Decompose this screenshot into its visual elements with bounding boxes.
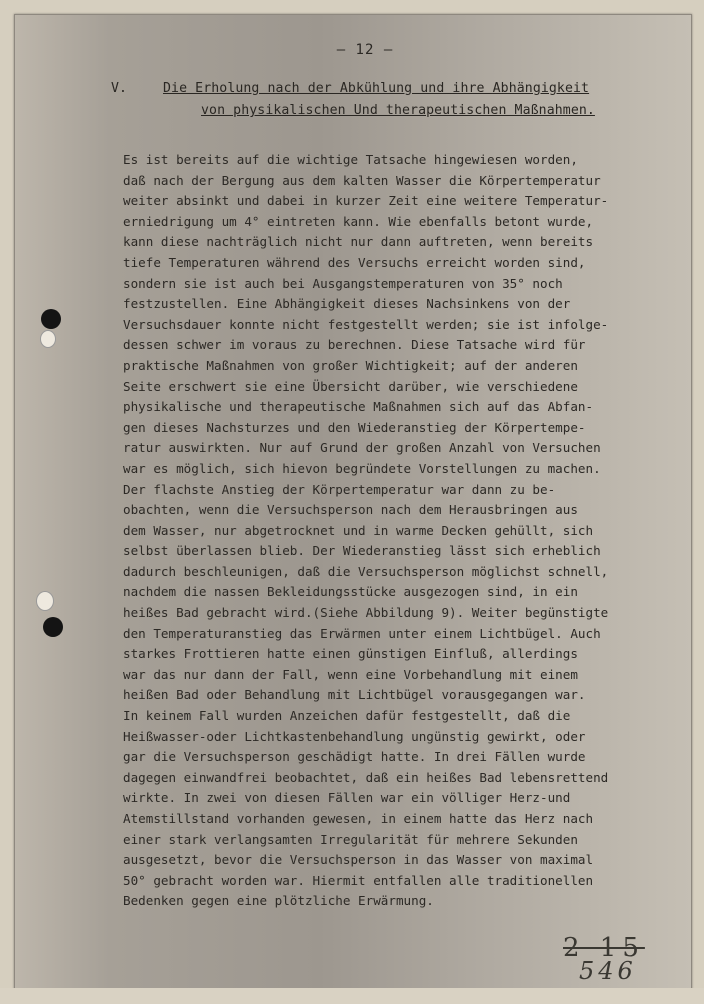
heading-line-2: von physikalischen Und therapeutischen Maßnahmen.: [201, 103, 595, 118]
text-line: gar die Versuchsperson geschädigt hatte. In drei Fällen wurde: [123, 749, 586, 765]
text-line: daß nach der Bergung aus dem kalten Wasser die Körpertemperatur: [123, 172, 601, 188]
text-line: dessen schwer im voraus zu berechnen. Diese Tatsache wird für: [123, 337, 586, 353]
text-line: festzustellen. Eine Abhängigkeit dieses Nachsinkens von der: [123, 296, 571, 312]
text-line: heißes Bad gebracht wird.(Siehe Abbildung 9). Weiter begünstigte: [123, 605, 609, 621]
text-line: Bedenken gegen eine plötzliche Erwärmung.: [123, 893, 434, 909]
text-line: praktische Maßnahmen von großer Wichtigkeit; auf der anderen: [123, 357, 578, 373]
text-line: starkes Frottieren hatte einen günstigen Einfluß, allerdings: [123, 646, 578, 662]
text-line: war es möglich, sich hievon begründete Vorstellungen zu machen.: [123, 460, 601, 476]
text-line: heißen Bad oder Behandlung mit Lichtbügel vorausgegangen war.: [123, 687, 586, 703]
section-number: V.: [111, 81, 128, 96]
text-line: ausgesetzt, bevor die Versuchsperson in das Wasser von maximal: [123, 852, 594, 868]
text-line: weiter absinkt und dabei in kurzer Zeit eine weitere Temperatur-: [123, 193, 609, 209]
scan-bottom-edge: [0, 988, 704, 1004]
text-line: Der flachste Anstieg der Körpertemperatur war dann zu be-: [123, 481, 556, 497]
text-line: dem Wasser, nur abgetrocknet und in warme Decken gehüllt, sich: [123, 522, 594, 538]
text-line: Versuchsdauer konnte nicht festgestellt werden; sie ist infolge-: [123, 316, 609, 332]
text-line: kann diese nachträglich nicht nur dann auftreten, wenn bereits: [123, 234, 594, 250]
text-line: nachdem die nassen Bekleidungsstücke ausgezogen sind, in ein: [123, 584, 578, 600]
heading-line-1: Die Erholung nach der Abkühlung und ihre Abhängigkeit: [163, 81, 590, 96]
text-line: Es ist bereits auf die wichtige Tatsache hingewiesen worden,: [123, 152, 578, 167]
text-line: wirkte. In zwei von diesen Fällen war ein völliger Herz-und: [123, 790, 571, 806]
punch-hole: [43, 617, 63, 637]
body-text: [123, 150, 683, 912]
text-line: ratur auswirkten. Nur auf Grund der großen Anzahl von Versuchen: [123, 440, 601, 456]
struck-page-number: 2 15: [563, 933, 645, 963]
text-line: gen dieses Nachsturzes und den Wiederanstieg der Körpertempe-: [123, 419, 586, 435]
text-line: obachten, wenn die Versuchsperson nach dem Herausbringen aus: [123, 502, 578, 518]
punch-hole: [41, 309, 61, 329]
text-line: sondern sie ist auch bei Ausgangstemperaturen von 35° noch: [123, 275, 563, 291]
text-line: dagegen einwandfrei beobachtet, daß ein heißes Bad lebensrettend: [123, 769, 609, 785]
text-line: war das nur dann der Fall, wenn eine Vorbehandlung mit einem: [123, 666, 578, 682]
text-line: den Temperaturanstieg das Erwärmen unter einem Lichtbügel. Auch: [123, 625, 601, 641]
text-line: dadurch beschleunigen, daß die Versuchsperson möglichst schnell,: [123, 563, 609, 579]
text-line: Heißwasser-oder Lichtkastenbehandlung ungünstig gewirkt, oder: [123, 728, 586, 744]
text-line: tiefe Temperaturen während des Versuchs erreicht worden sind,: [123, 254, 586, 270]
handwritten-page-number: 546: [579, 957, 637, 985]
text-line: 50° gebracht worden war. Hiermit entfallen alle traditionellen: [123, 872, 594, 888]
document-page: [14, 14, 692, 990]
handwritten-page-marks: [563, 933, 673, 985]
punch-hole-reinforcement: [40, 330, 56, 348]
text-line: Seite erschwert sie eine Übersicht darüber, wie verschiedene: [123, 378, 578, 394]
text-line: einer stark verlangsamten Irregularität für mehrere Sekunden: [123, 831, 578, 847]
text-line: In keinem Fall wurden Anzeichen dafür festgestellt, daß die: [123, 708, 571, 724]
punch-hole-reinforcement: [36, 591, 54, 611]
text-line: selbst überlassen blieb. Der Wiederanstieg lässt sich erheblich: [123, 543, 601, 559]
text-line: physikalische und therapeutische Maßnahmen sich auf das Abfan-: [123, 399, 594, 415]
text-line: erniedrigung um 4° eintreten kann. Wie ebenfalls betont wurde,: [123, 213, 594, 229]
text-line: Atemstillstand vorhanden gewesen, in einem hatte das Herz nach: [123, 811, 594, 826]
page-number: — 12 —: [336, 42, 394, 58]
